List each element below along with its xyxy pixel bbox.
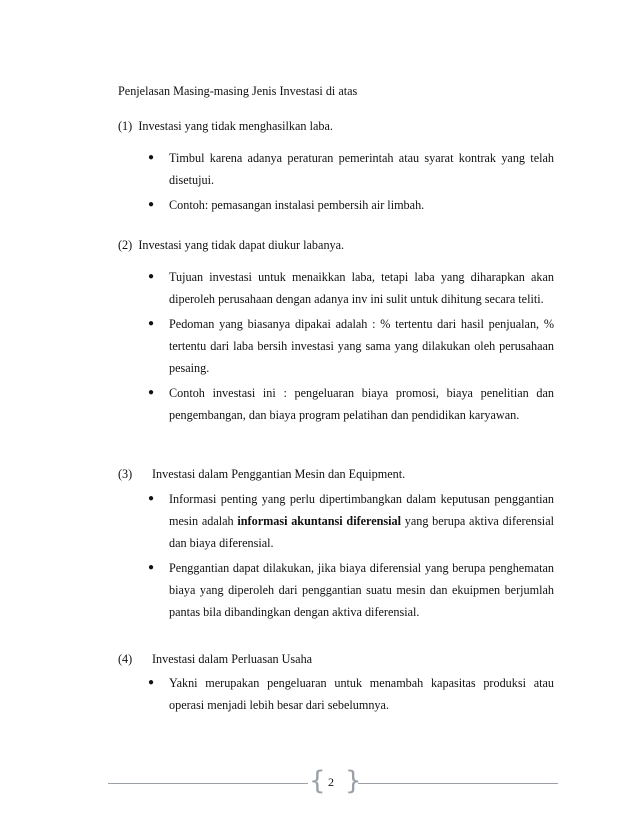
section-2-bullets [140, 266, 554, 429]
section-number: (1) [118, 119, 133, 133]
section-number: (3) [118, 467, 133, 481]
right-brace-icon: } [345, 766, 362, 796]
section-number: (4) [118, 652, 133, 666]
list-item: ● Penggantian dapat dilakukan, jika biaya diferensial yang berupa penghematan biaya yang diperoleh dari penggantian suatu mesin dan ekuipmen berjumlah pantas bila dibandingkan dengan aktiva diferensial. [140, 557, 554, 623]
bullet-icon: ● [148, 271, 155, 282]
list-item: ● Contoh investasi ini : pengeluaran biaya promosi, biaya penelitian dan pengembangan, dan biaya program pelatihan dan pendidikan karyawan. [140, 382, 554, 426]
bullet-icon: ● [148, 562, 155, 573]
section-title-text: Investasi yang tidak menghasilkan laba. [138, 119, 333, 133]
footer-divider-left [108, 783, 308, 784]
footer-divider-right [358, 783, 558, 784]
section-1-bullets [140, 147, 554, 219]
bullet-icon: ● [148, 387, 155, 398]
section-3-bullets [140, 488, 554, 626]
left-brace-icon: { [309, 766, 326, 796]
bullet-icon: ● [148, 493, 155, 504]
list-item: ● Timbul karena adanya peraturan pemerintah atau syarat kontrak yang telah disetujui. [140, 147, 554, 191]
bullet-icon: ● [148, 677, 155, 688]
page-number: 2 [328, 775, 334, 789]
section-number: (2) [118, 238, 133, 252]
list-item: ● Informasi penting yang perlu dipertimbangkan dalam keputusan penggantian mesin adalah informasi akuntansi diferensial yang berupa aktiva diferensial dan biaya diferensial. [140, 488, 554, 554]
section-title-text: Investasi dalam Penggantian Mesin dan Equipment. [152, 467, 406, 481]
bullet-icon: ● [148, 199, 155, 210]
section-heading: Penjelasan Masing-masing Jenis Investasi di atas [118, 84, 358, 98]
list-item: ● Contoh: pemasangan instalasi pembersih air limbah. [140, 194, 554, 216]
bullet-icon: ● [148, 152, 155, 163]
emphasis-text: informasi akuntansi diferensial [237, 514, 402, 528]
section-3-title [118, 467, 405, 482]
list-item: ● Yakni merupakan pengeluaran untuk menambah kapasitas produksi atau operasi menjadi lebih besar dari sebelumnya. [140, 672, 554, 716]
bullet-icon: ● [148, 318, 155, 329]
section-title-text: Investasi yang tidak dapat diukur labanya. [138, 238, 345, 252]
list-item: ● Pedoman yang biasanya dipakai adalah : % tertentu dari hasil penjualan, % tertentu dari laba bersih investasi yang sama yang dilakukan oleh perusahaan pesaing. [140, 313, 554, 379]
section-2-title [118, 238, 344, 253]
section-title-text: Investasi dalam Perluasan Usaha [152, 652, 313, 666]
section-1-title [118, 119, 333, 134]
section-4-bullets [140, 672, 554, 719]
section-4-title [118, 652, 312, 667]
list-item: ● Tujuan investasi untuk menaikkan laba, tetapi laba yang diharapkan akan diperoleh perusahaan dengan adanya inv ini sulit untuk dihitung secara teliti. [140, 266, 554, 310]
